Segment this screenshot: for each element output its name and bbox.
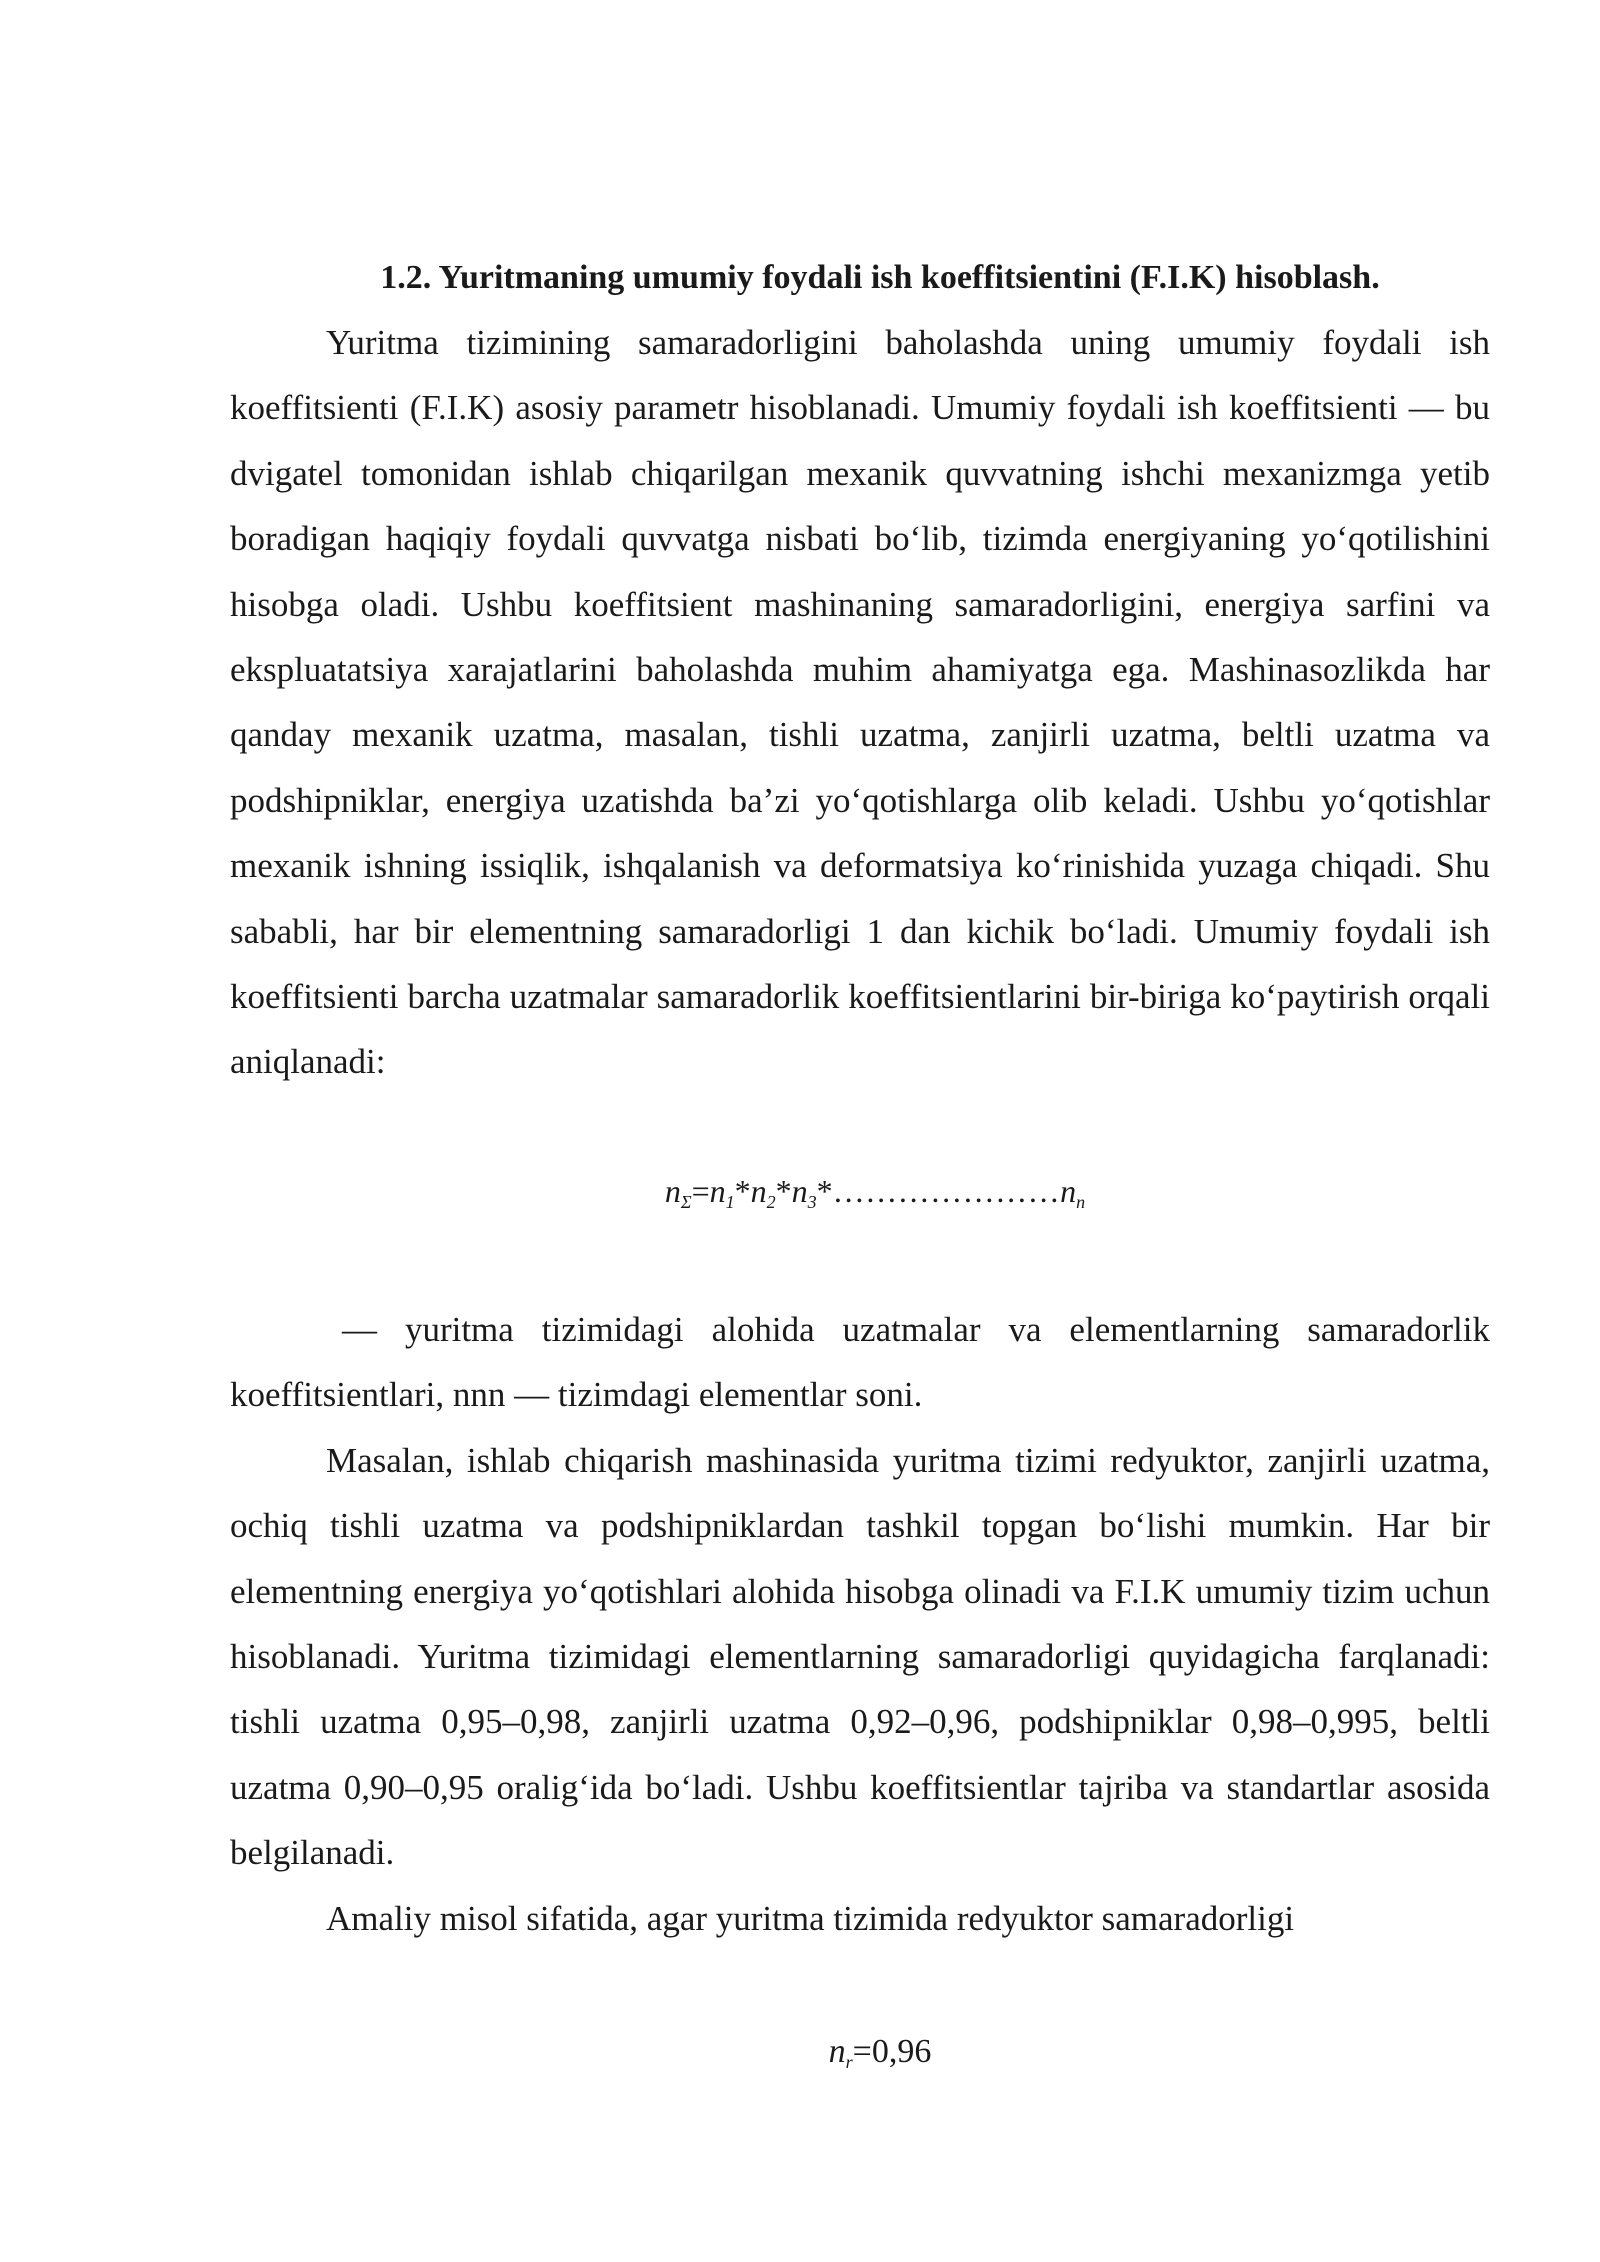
formula-operator: = (852, 2032, 872, 2070)
formula-value: 0,96 (871, 2032, 932, 2070)
paragraph-example: Masalan, ishlab chiqarish mashinasida yuritma tizimi redyuktor, zanjirli uzatma, ochiq tishli uzatma va podshipniklardan tashkil topgan bo‘lishi mumkin. Har bir elementning energiya yo‘qotishlari alohida hisobga olinadi va F.I.K umumiy tizim uchun hisoblanadi. Yuritma tizimidagi elementlarning samaradorligi quyidagicha farqlanadi: tishli uzatma 0,95–0,98, zanjirli uzatma 0,92–0,96, podshipniklar 0,98–0,995, beltli uzatma 0,90–0,95 oralig‘ida bo‘ladi. Ushbu koeffitsientlar tajriba va standartlar asosida belgilanadi. (230, 1440, 1490, 1873)
formula-operator: = (691, 1172, 710, 1209)
document-page (230, 258, 1490, 2073)
paragraph-definitions: — yuritma tizimidagi alohida uzatmalar va elementlarning samaradorlik koeffitsientlari, nnn — tizimdagi elementlar soni. (230, 1309, 1490, 1415)
formula-symbol: n (750, 1172, 767, 1209)
formula-symbol: n (791, 1172, 808, 1209)
paragraph-intro: Yuritma tizimining samaradorligini baholashda uning umumiy foydali ish koeffitsienti (F.I.K) asosiy parametr hisoblanadi. Umumiy foydali ish koeffitsienti — bu dvigatel tomonidan ishlab chiqarilgan mexanik quvvatning ishchi mexanizmga yetib boradigan haqiqiy foydali quvvatga nisbati bo‘lib, tizimda energiyaning yo‘qotilishini hisobga oladi. Ushbu koeffitsient mashinaning samaradorligini, energiya sarfini va ekspluatatsiya xarajatlarini baholashda muhim ahamiyatga ega. Mashinasozlikda har qanday mexanik uzatma, masalan, tishli uzatma, zanjirli uzatma, beltli uzatma va podshipniklar, energiya uzatishda ba’zi yo‘qotishlarga olib keladi. Ushbu yo‘qotishlar mexanik ishning issiqlik, ishqalanish va deformatsiya ko‘rinishida yuzaga chiqadi. Shu sababli, har bir elementning samaradorligi 1 dan kichik bo‘ladi. Umumiy foydali ish koeffitsienti barcha uzatmalar samaradorlik koeffitsientlarini bir-biriga ko‘paytirish orqali aniqlanadi: (230, 323, 1490, 1082)
formula-ellipsis: ………………… (832, 1172, 1061, 1209)
formula-operator: * (734, 1172, 751, 1209)
formula-subscript: 2 (766, 1191, 776, 1212)
section-heading: 1.2. Yuritmaning umumiy foydali ish koeffitsientini (F.I.K) hisoblash. (380, 259, 1380, 296)
formula-subscript: r (845, 2051, 853, 2072)
formula-symbol: n (828, 2032, 846, 2070)
formula-subscript: 3 (807, 1191, 817, 1212)
formula-subscript: Σ (680, 1191, 692, 1212)
formula-subscript: 1 (725, 1191, 735, 1212)
formula-symbol: n (709, 1172, 726, 1209)
formula-operator: * (775, 1172, 792, 1209)
formula-operator: * (816, 1172, 833, 1209)
formula-reducer-efficiency (230, 2033, 1490, 2073)
paragraph-practical: Amaliy misol sifatida, agar yuritma tizimida redyuktor samaradorligi (326, 1898, 1295, 1938)
formula-symbol: n (664, 1172, 681, 1209)
formula-symbol: n (1060, 1172, 1077, 1209)
formula-total-efficiency (230, 1173, 1490, 1213)
formula-subscript: n (1076, 1191, 1086, 1212)
